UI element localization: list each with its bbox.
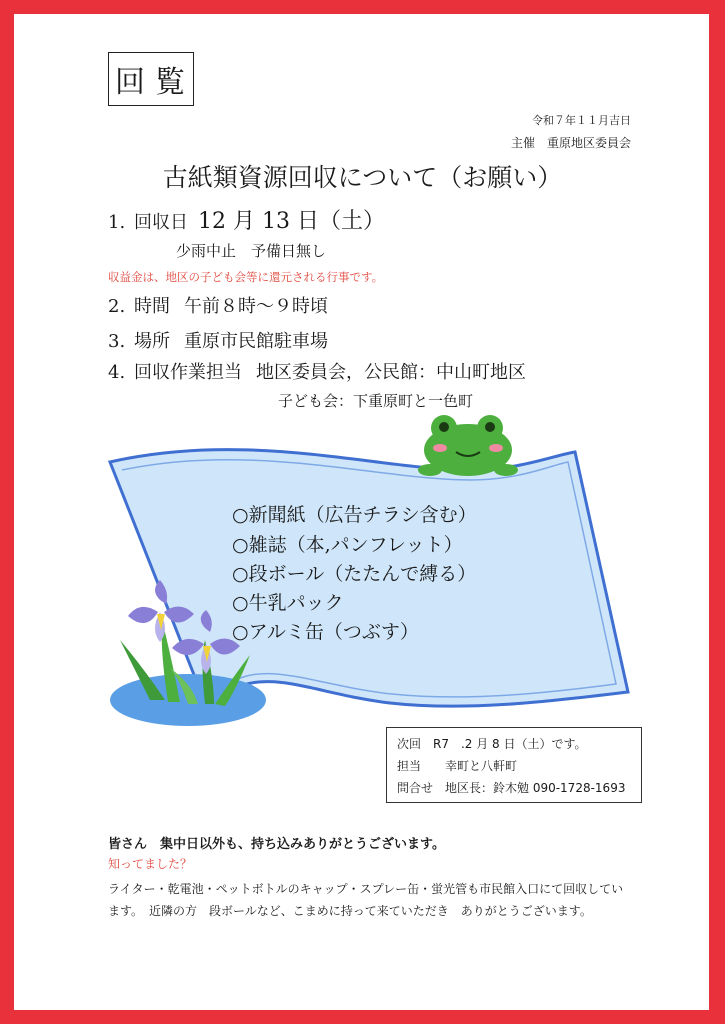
page-title: 古紙類資源回収について（お願い） [162, 163, 563, 192]
footer-body-line: ます。 近隣の方 段ボールなど、こまめに持って来ていただき ありがとうございます。 [108, 904, 592, 918]
thanks-heading: 皆さん 集中日以外も、持ち込みありがとうございます。 [108, 837, 445, 852]
item-number: 3. [108, 331, 126, 352]
collect-item: ○新聞紙（広告チラシ含む） [232, 504, 477, 526]
issue-date: 令和７年１１月吉日 [532, 114, 631, 127]
item-label: 場所 [134, 331, 170, 352]
next-date: 次回 R7 .2 月 8 日（土）です。 [397, 737, 587, 751]
collect-item: ○段ボール（たたんで縛る） [232, 563, 477, 585]
collect-item: ○雑誌（本,パンフレット） [232, 534, 463, 556]
proceeds-note: 収益金は、地区の子ども会等に還元される行事です。 [108, 270, 384, 284]
organizer: 主催 重原地区委員会 [510, 136, 631, 150]
kids-club-note: 子ども会：下重原町と一色町 [278, 392, 474, 410]
contact: 問合せ 地区長：鈴木勉 090-1728-1693 [397, 781, 626, 795]
item-number: 2. [108, 296, 126, 317]
item-label: 回収日 [134, 212, 188, 233]
rain-note: 少雨中止 予備日無し [176, 242, 327, 260]
item-number: 1. [108, 212, 126, 233]
collection-date: 12 月 13 日（土） [198, 209, 385, 234]
item-label: 回収作業担当 [134, 362, 242, 383]
collect-item: ○アルミ缶（つぶす） [232, 621, 419, 643]
collect-item: ○牛乳パック [232, 592, 344, 614]
next-charge: 担当 幸町と八軒町 [397, 759, 518, 773]
item-label: 時間 [134, 296, 170, 317]
circulation-stamp: 回覧 [108, 52, 194, 106]
did-you-know: 知ってました？ [108, 857, 193, 871]
item-number: 4. [108, 362, 126, 383]
frog-illustration [418, 415, 518, 476]
footer-body-line: ライター・乾電池・ペットボトルのキャップ・スプレー缶・蛍光管も市民館入口にて回収してい [108, 882, 624, 896]
item-value: 午前８時〜９時頃 [184, 296, 328, 317]
item-value: 重原市民館駐車場 [184, 331, 328, 352]
item-value: 地区委員会，公民館：中山町地区 [256, 362, 526, 383]
